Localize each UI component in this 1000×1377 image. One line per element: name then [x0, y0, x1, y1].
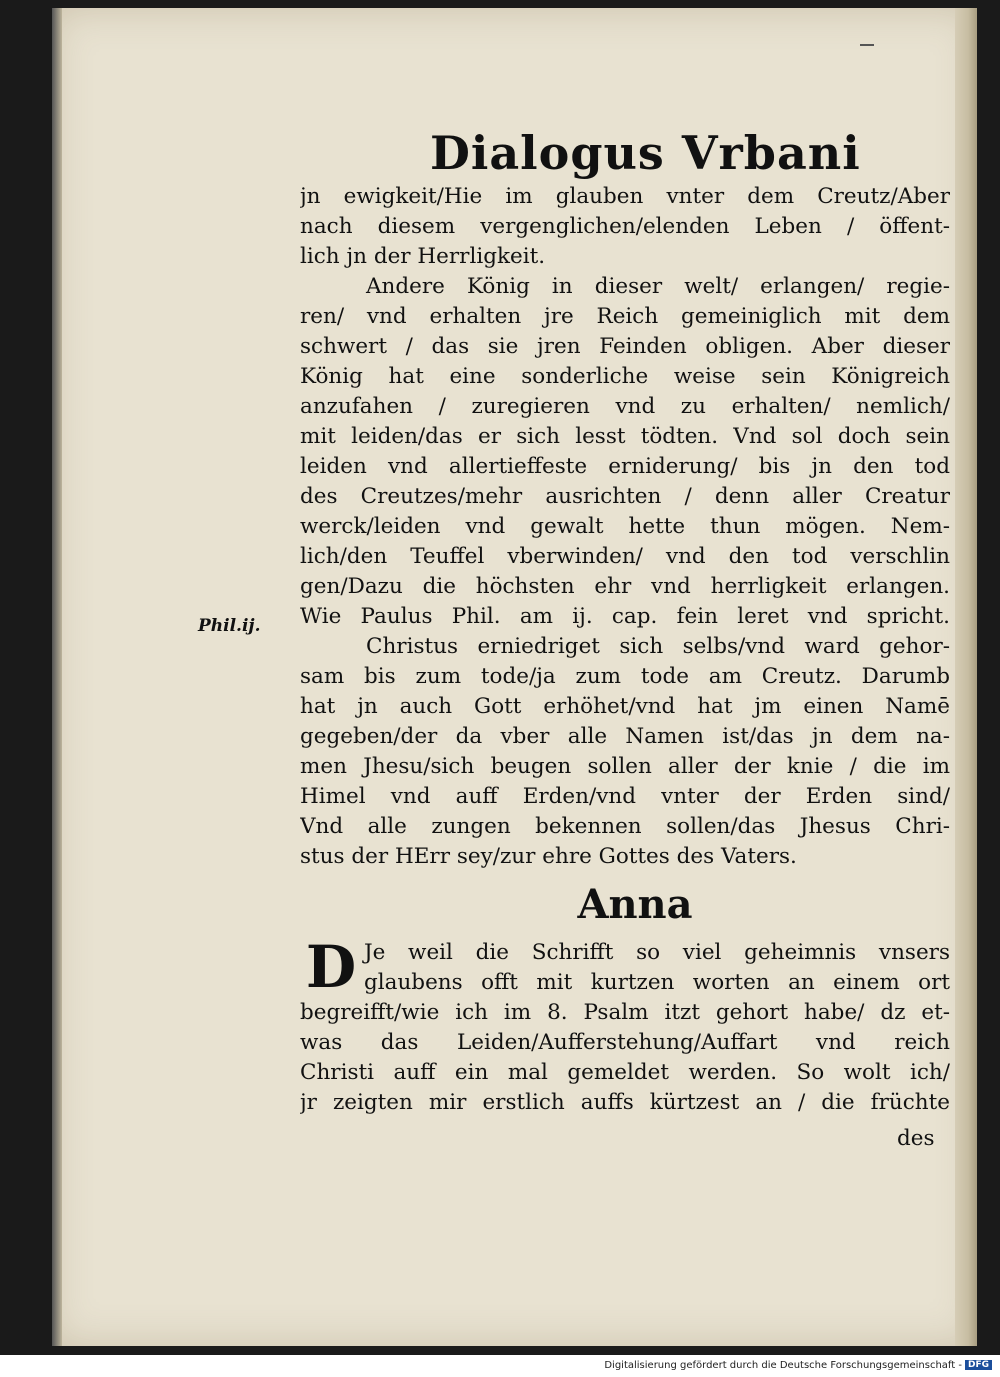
text-line: jn ewigkeit/Hie im glauben vnter dem Creutz/Aber [300, 184, 950, 209]
digitization-credit [604, 1360, 992, 1371]
text-line: Himel vnd auff Erden/vnd vnter der Erden sind/ [300, 784, 950, 809]
page-edge [955, 8, 977, 1346]
text-line: ren/ vnd erhalten jre Reich gemeiniglich mit dem [300, 304, 950, 329]
text-line: jr zeigten mir erstlich auffs kürtzest an / die früchte [300, 1090, 950, 1115]
text-line: anzufahen / zuregieren vnd zu erhalten/ nemlich/ [300, 394, 950, 419]
text-line: werck/leiden vnd gewalt hette thun mögen. Nem- [300, 514, 950, 539]
dfg-logo: DFG [965, 1360, 992, 1370]
text-line: Christus erniedriget sich selbs/vnd ward gehor- [366, 634, 950, 659]
text-line: schwert / das sie jren Feinden obligen. Aber dieser [300, 334, 950, 359]
text-line: men Jhesu/sich beugen sollen aller der knie / die im [300, 754, 950, 779]
text-block-intro [300, 182, 950, 272]
text-line: stus der HErr sey/zur ehre Gottes des Vaters. [300, 844, 797, 869]
text-line: begreifft/wie ich im 8. Psalm itzt gehort habe/ dz et- [300, 1000, 950, 1025]
text-line: was das Leiden/Aufferstehung/Auffart vnd reich [300, 1030, 950, 1055]
text-line: des Creutzes/mehr ausrichten / denn aller Creatur [300, 484, 950, 509]
text-line: Je weil die Schrifft so viel geheimnis vnsers [364, 940, 950, 965]
text-line: Christi auff ein mal gemeldet werden. So wolt ich/ [300, 1060, 950, 1085]
text-line: gegeben/der da vber alle Namen ist/das jn dem na- [300, 724, 950, 749]
text-line: mit leiden/das er sich lesst tödten. Vnd sol doch sein [300, 424, 950, 449]
paragraph-3 [300, 933, 950, 1118]
text-line: König hat eine sonderliche weise sein Königreich [300, 364, 950, 389]
running-heading: Dialogus Vrbani [430, 126, 861, 180]
gutter-shadow [52, 8, 62, 1346]
page-body [300, 182, 950, 1118]
text-line: Andere König in dieser welt/ erlangen/ regie- [366, 274, 950, 299]
text-line: Wie Paulus Phil. am ij. cap. fein leret vnd spricht. [300, 604, 950, 629]
page-mark [860, 44, 874, 46]
margin-note: Phil.ij. [198, 616, 261, 636]
text-line: lich/den Teuffel vberwinden/ vnd den tod verschlin [300, 544, 950, 569]
drop-cap-initial: D [305, 933, 357, 1001]
text-line: hat jn auch Gott erhöhet/vnd hat jm einen Namē [300, 694, 950, 719]
text-line: nach diesem vergenglichen/elenden Leben / öffent- [300, 214, 950, 239]
paragraph-1 [300, 272, 950, 632]
text-line: lich jn der Herrligkeit. [300, 244, 546, 269]
catchword: des [897, 1126, 935, 1151]
paragraph-2 [300, 632, 950, 872]
text-line: leiden vnd allertieffeste erniderung/ bis jn den tod [300, 454, 950, 479]
text-line: gen/Dazu die höchsten ehr vnd herrligkeit erlangen. [300, 574, 950, 599]
credit-text: Digitalisierung gefördert durch die Deutsche Forschungsgemeinschaft - [604, 1360, 962, 1371]
text-line: sam bis zum tode/ja zum tode am Creutz. Darumb [300, 664, 950, 689]
text-line: glaubens offt mit kurtzen worten an einem ort [364, 970, 950, 995]
text-line: Vnd alle zungen bekennen sollen/das Jhesus Chri- [300, 814, 950, 839]
speaker-name: Anna [577, 881, 693, 928]
